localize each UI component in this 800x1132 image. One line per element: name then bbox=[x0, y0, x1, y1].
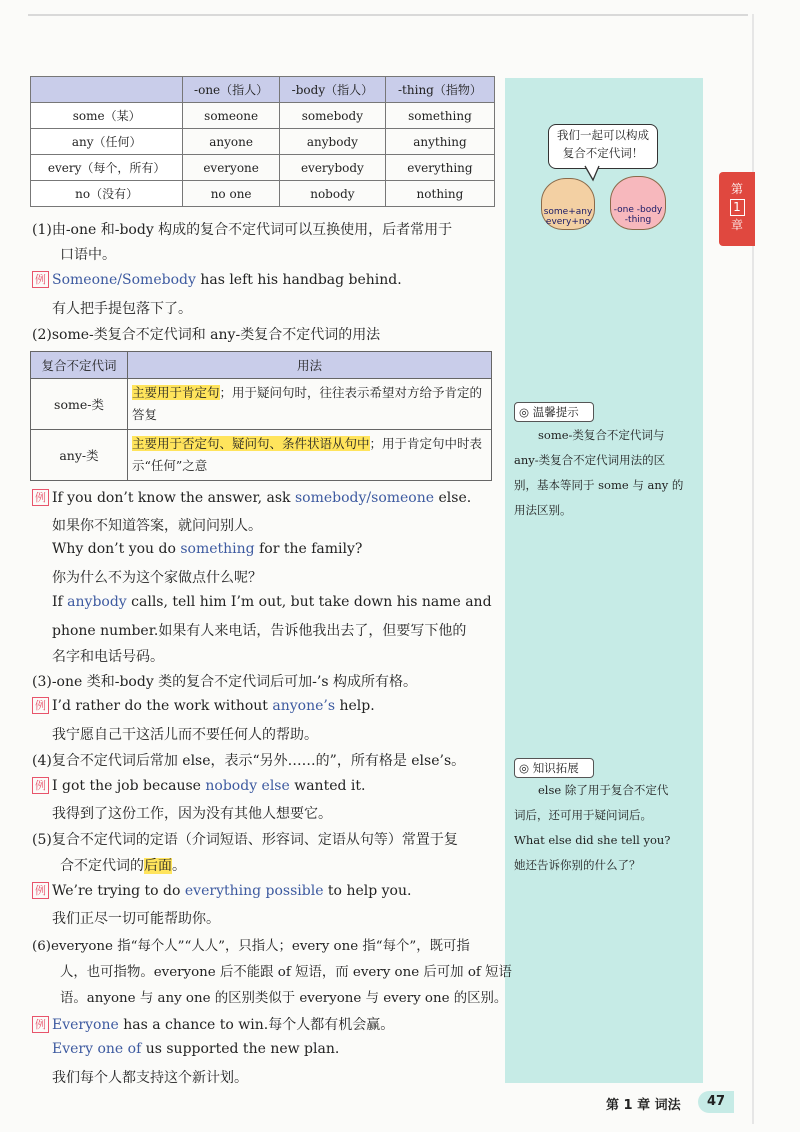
table-cell: somebody bbox=[279, 103, 385, 129]
tip-line: 用法区别。 bbox=[514, 503, 572, 517]
pronoun-table bbox=[30, 76, 495, 207]
highlighted-text: 主要用于否定句、疑问句、条件状语从句中 bbox=[132, 436, 370, 451]
example-icon: 例 bbox=[32, 489, 49, 506]
table-header-row bbox=[31, 352, 492, 379]
point-1-cont: 口语中。 bbox=[60, 247, 116, 263]
example-2-translation: 如果你不知道答案，就问问别人。 bbox=[52, 518, 262, 534]
point-6: (6)everyone 指“每个人”“人人”，只指人；every one 指“每个”，既可指 bbox=[32, 939, 470, 954]
example-3-translation: 你为什么不为这个家做点什么呢？ bbox=[52, 570, 262, 586]
table-header-cell bbox=[31, 77, 183, 103]
table-cell: nobody bbox=[279, 181, 385, 207]
table-cell: some（某） bbox=[31, 103, 183, 129]
example-text: us supported the new plan. bbox=[141, 1041, 340, 1057]
example-8 bbox=[32, 1014, 394, 1034]
table-header-cell: -body（指人） bbox=[279, 77, 385, 103]
point-6-cont: 人，也可指物。everyone 后不能跟 of 短语，而 every one 后可加 of 短语 bbox=[60, 965, 512, 980]
example-text: If bbox=[52, 594, 68, 610]
example-6 bbox=[32, 777, 365, 794]
extension-line: What else did she tell you? bbox=[514, 833, 671, 847]
tip-line: some-类复合不定代词与 bbox=[538, 428, 665, 442]
lightbulb-icon: ◎ bbox=[519, 405, 530, 419]
example-6-translation: 我得到了这份工作，因为没有其他人想要它。 bbox=[52, 806, 332, 822]
example-text: I’d rather do the work without bbox=[52, 698, 273, 714]
table-cell: anybody bbox=[279, 129, 385, 155]
lightbulb-icon: ◎ bbox=[519, 761, 530, 775]
example-icon: 例 bbox=[32, 777, 49, 794]
extension-text bbox=[514, 803, 696, 878]
highlight-term: nobody else bbox=[205, 778, 290, 794]
example-1 bbox=[32, 271, 402, 288]
highlight-term: something bbox=[180, 541, 255, 557]
extension-line: else 除了用于复合不定代 bbox=[538, 783, 669, 797]
point-text: 合不定代词的 bbox=[60, 858, 144, 874]
bubble-text: 我们一起可以构成 bbox=[557, 128, 649, 142]
table-cell: someone bbox=[183, 103, 280, 129]
table-header-cell: 用法 bbox=[128, 352, 492, 379]
example-text: help. bbox=[335, 698, 375, 714]
tip-line: any-类复合不定代词用法的区 bbox=[514, 453, 666, 467]
extension-line: 词后，还可用于疑问词后。 bbox=[514, 808, 652, 822]
table-cell: no one bbox=[183, 181, 280, 207]
tip-line: 别，基本等同于 some 与 any 的 bbox=[514, 478, 684, 492]
table-row bbox=[31, 379, 492, 430]
example-4-cont: 名字和电话号码。 bbox=[52, 649, 164, 665]
chapter-tab bbox=[719, 172, 755, 246]
table-cell bbox=[128, 430, 492, 481]
table-row bbox=[31, 103, 495, 129]
table-cell: every（每个，所有） bbox=[31, 155, 183, 181]
table-cell: anyone bbox=[183, 129, 280, 155]
highlighted-text: 后面 bbox=[144, 858, 172, 874]
example-icon: 例 bbox=[32, 271, 49, 288]
bubble-tail bbox=[575, 164, 615, 182]
example-text: We’re trying to do bbox=[52, 883, 185, 899]
character-label: some+any bbox=[543, 207, 593, 217]
table-cell: something bbox=[385, 103, 494, 129]
point-3: (3)-one 类和-body 类的复合不定代词后可加-’s 构成所有格。 bbox=[32, 674, 417, 690]
sidebar-panel bbox=[505, 78, 703, 1083]
example-text: for the family? bbox=[254, 541, 363, 557]
table-row bbox=[31, 181, 495, 207]
table-row bbox=[31, 129, 495, 155]
highlight-term: Someone/Somebody bbox=[52, 272, 196, 288]
example-1-translation: 有人把手提包落下了。 bbox=[52, 301, 192, 317]
table-row bbox=[31, 430, 492, 481]
highlight-term: somebody/someone bbox=[294, 490, 435, 506]
extension-heading-label: 知识拓展 bbox=[532, 761, 579, 775]
tip-text bbox=[514, 448, 696, 523]
chapter-tab-text: 第 bbox=[730, 182, 743, 196]
example-icon: 例 bbox=[32, 882, 49, 899]
bubble-text: 复合不定代词！ bbox=[562, 146, 644, 160]
example-5-translation: 我宁愿自己干这活儿而不要任何人的帮助。 bbox=[52, 727, 318, 743]
example-2 bbox=[32, 489, 471, 506]
table-row bbox=[31, 155, 495, 181]
table-cell: any（任何） bbox=[31, 129, 183, 155]
extension-line: 她还告诉你别的什么了？ bbox=[514, 858, 641, 872]
highlight-term: anybody bbox=[67, 594, 127, 610]
example-text: I got the job because bbox=[52, 778, 206, 794]
example-5 bbox=[32, 697, 375, 714]
tip-heading-label: 温馨提示 bbox=[532, 405, 579, 419]
speech-bubble bbox=[548, 124, 658, 169]
example-4-cont: phone number.如果有人来电话，告诉他我出去了，但要写下他的 bbox=[52, 623, 467, 639]
example-7 bbox=[32, 882, 411, 899]
table-header-cell: -one（指人） bbox=[183, 77, 280, 103]
example-text: has left his handbag behind. bbox=[195, 272, 402, 288]
example-9 bbox=[52, 1041, 339, 1057]
example-text: to help you. bbox=[323, 883, 412, 899]
example-9-translation: 我们每个人都支持这个新计划。 bbox=[52, 1070, 248, 1086]
usage-table bbox=[30, 351, 492, 481]
highlight-term: anyone’s bbox=[272, 698, 336, 714]
character-label: -thing bbox=[624, 215, 652, 225]
table-cell: no（没有） bbox=[31, 181, 183, 207]
example-text: If you don’t know the answer, ask bbox=[52, 490, 295, 506]
page-number: 47 bbox=[698, 1091, 734, 1113]
cartoon-character-left bbox=[541, 178, 595, 230]
point-6-cont: 语。anyone 与 any one 的区别类似于 everyone 与 every one 的区别。 bbox=[60, 991, 508, 1006]
highlighted-text: 主要用于肯定句 bbox=[132, 385, 220, 400]
table-cell bbox=[128, 379, 492, 430]
table-cell: nothing bbox=[385, 181, 494, 207]
example-text: else. bbox=[434, 490, 472, 506]
usage-text: ；用于疑问句时，往往表示希望对方给予肯定的答复 bbox=[132, 385, 483, 422]
example-3 bbox=[52, 541, 362, 557]
chapter-tab-text: 1 bbox=[730, 199, 745, 216]
chapter-tab-text: 章 bbox=[730, 218, 743, 232]
example-text: calls, tell him I’m out, but take down his name and bbox=[126, 594, 492, 610]
table-header-cell: -thing（指物） bbox=[385, 77, 494, 103]
point-1: (1)由-one 和-body 构成的复合不定代词可以互换使用，后者常用于 bbox=[32, 222, 453, 238]
point-5-cont bbox=[60, 855, 186, 875]
extension-heading bbox=[514, 758, 594, 778]
example-icon: 例 bbox=[32, 697, 49, 714]
cartoon-character-right bbox=[610, 176, 666, 230]
table-cell: any-类 bbox=[31, 430, 128, 481]
highlight-term: Every one of bbox=[52, 1041, 142, 1057]
example-text: wanted it. bbox=[289, 778, 366, 794]
point-5: (5)复合不定代词的定语（介词短语、形容词、定语从句等）常置于复 bbox=[32, 832, 458, 848]
example-icon: 例 bbox=[32, 1016, 49, 1033]
table-header-row bbox=[31, 77, 495, 103]
example-7-translation: 我们正尽一切可能帮助你。 bbox=[52, 911, 220, 927]
extension-text bbox=[514, 778, 698, 803]
point-2: (2)some-类复合不定代词和 any-类复合不定代词的用法 bbox=[32, 327, 381, 343]
tip-text bbox=[514, 423, 698, 448]
table-cell: everyone bbox=[183, 155, 280, 181]
point-text: 。 bbox=[172, 858, 186, 874]
table-cell: anything bbox=[385, 129, 494, 155]
table-cell: some-类 bbox=[31, 379, 128, 430]
top-rule bbox=[28, 14, 748, 16]
example-text: Why don’t you do bbox=[52, 541, 181, 557]
character-label: -one -body bbox=[613, 205, 663, 215]
table-cell: everything bbox=[385, 155, 494, 181]
tip-heading bbox=[514, 402, 594, 422]
character-label: every+no bbox=[545, 217, 591, 227]
highlight-term: everything possible bbox=[184, 883, 324, 899]
point-4: (4)复合不定代词后常加 else，表示“另外……的”，所有格是 else’s。 bbox=[32, 753, 466, 769]
example-text: has a chance to win.每个人都有机会赢。 bbox=[118, 1017, 395, 1033]
table-header-cell: 复合不定代词 bbox=[31, 352, 128, 379]
example-4 bbox=[52, 594, 492, 610]
chapter-footer: 第 1 章 词法 bbox=[606, 1098, 681, 1113]
highlight-term: Everyone bbox=[52, 1017, 119, 1033]
table-cell: everybody bbox=[279, 155, 385, 181]
usage-text: ；用于肯定句中时表示“任何”之意 bbox=[132, 436, 483, 473]
